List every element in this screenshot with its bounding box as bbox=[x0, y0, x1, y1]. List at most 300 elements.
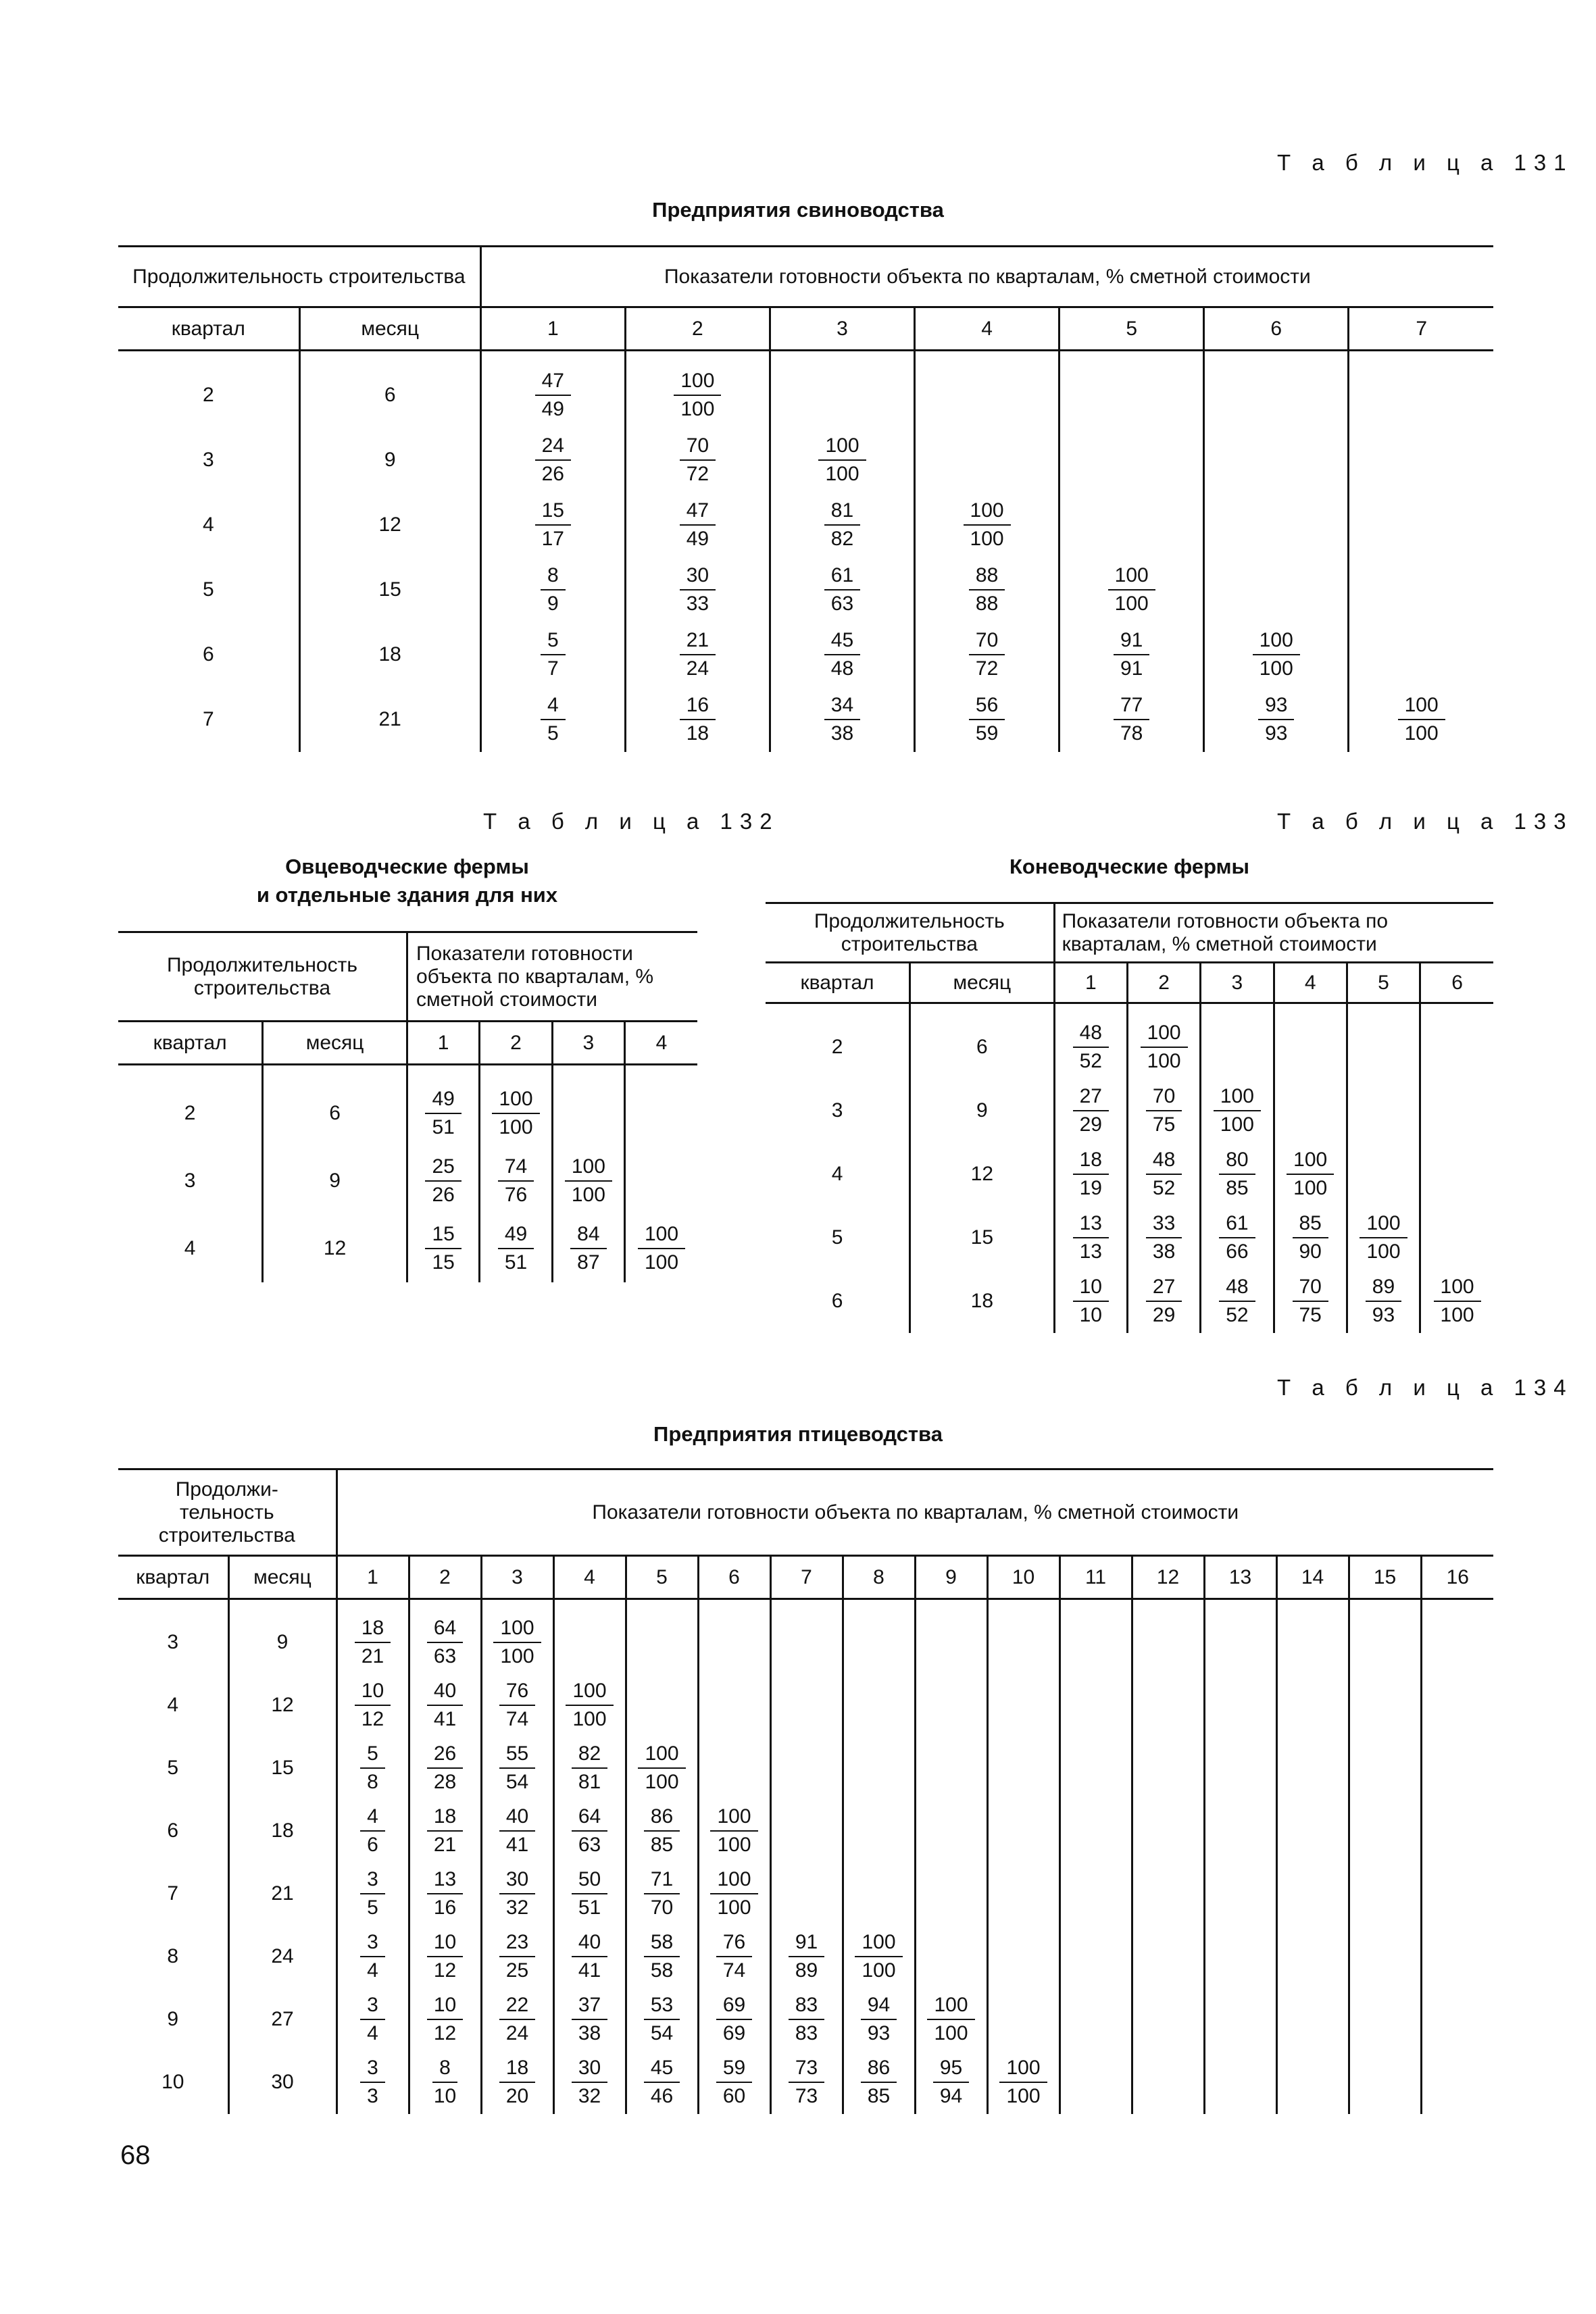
fraction bbox=[482, 1929, 553, 1984]
value-cell bbox=[481, 1800, 553, 1863]
quarter-cell: 10 bbox=[161, 2071, 184, 2093]
empty-cell bbox=[1349, 363, 1493, 428]
fraction bbox=[699, 1992, 770, 2047]
fraction bbox=[627, 2055, 697, 2110]
denominator: 100 bbox=[1293, 1176, 1328, 1199]
denominator: 26 bbox=[541, 462, 564, 485]
empty-cell bbox=[1349, 1737, 1421, 1800]
fraction bbox=[410, 1615, 480, 1670]
numerator: 10 bbox=[355, 1678, 391, 1706]
value-cell bbox=[770, 493, 914, 557]
fraction bbox=[1128, 1020, 1199, 1075]
numerator: 69 bbox=[716, 1992, 752, 2020]
empty-cell bbox=[843, 1800, 915, 1863]
empty-cell bbox=[553, 1611, 626, 1674]
value-cell bbox=[481, 1737, 553, 1800]
quarter-cell: 9 bbox=[167, 2008, 179, 2030]
col-header-9: 9 bbox=[915, 1556, 987, 1599]
value-cell bbox=[553, 1926, 626, 1988]
numerator: 100 bbox=[638, 1221, 685, 1249]
empty-cell bbox=[1349, 1863, 1421, 1926]
value-cell bbox=[336, 1800, 409, 1863]
table-row bbox=[118, 622, 1493, 687]
numerator: 30 bbox=[499, 1866, 535, 1894]
numerator: 100 bbox=[855, 1929, 902, 1957]
table-row bbox=[118, 1988, 1493, 2051]
table-row bbox=[118, 557, 1493, 622]
empty-cell bbox=[1349, 1800, 1421, 1863]
value-cell bbox=[770, 1926, 843, 1988]
numerator: 100 bbox=[1108, 562, 1155, 590]
fraction bbox=[482, 368, 624, 423]
fraction bbox=[772, 1992, 842, 2047]
fraction bbox=[480, 1221, 551, 1276]
denominator: 60 bbox=[722, 2085, 746, 2107]
denominator: 10 bbox=[433, 2085, 457, 2107]
numerator: 8 bbox=[541, 562, 566, 590]
empty-cell bbox=[915, 1674, 987, 1737]
empty-cell bbox=[1059, 1863, 1132, 1926]
header-indicators: Показатели готовности объекта по кварталам, % сметной стоимости bbox=[480, 247, 1493, 307]
denominator: 74 bbox=[722, 1959, 746, 1982]
table-134 bbox=[118, 1468, 1493, 2114]
denominator: 100 bbox=[934, 2022, 968, 2044]
table-row bbox=[118, 493, 1493, 557]
quarter-cell: 4 bbox=[184, 1236, 196, 1259]
empty-cell bbox=[987, 1737, 1059, 1800]
empty-cell bbox=[987, 1800, 1059, 1863]
value-cell bbox=[843, 1926, 915, 1988]
empty-cell bbox=[770, 363, 914, 428]
value-cell bbox=[480, 1080, 552, 1147]
denominator: 100 bbox=[717, 1834, 751, 1856]
empty-cell bbox=[770, 1800, 843, 1863]
denominator: 90 bbox=[1299, 1240, 1322, 1263]
denominator: 100 bbox=[1404, 722, 1439, 745]
empty-cell bbox=[1204, 1737, 1276, 1800]
fraction bbox=[553, 1221, 624, 1276]
value-cell bbox=[409, 1674, 481, 1737]
fraction bbox=[482, 692, 624, 747]
fraction bbox=[627, 1803, 697, 1859]
numerator: 84 bbox=[570, 1221, 606, 1249]
value-cell bbox=[1054, 1015, 1127, 1079]
col-header-5: 5 bbox=[1059, 307, 1204, 351]
month-cell: 21 bbox=[228, 1863, 336, 1926]
value-cell bbox=[480, 1147, 552, 1215]
col-header-6: 6 bbox=[1204, 307, 1349, 351]
denominator: 72 bbox=[686, 462, 709, 485]
denominator: 88 bbox=[975, 592, 999, 615]
value-cell bbox=[698, 1863, 770, 1926]
value-cell bbox=[1127, 1269, 1200, 1333]
numerator: 15 bbox=[535, 497, 571, 526]
value-cell bbox=[409, 1988, 481, 2051]
numerator: 80 bbox=[1219, 1147, 1255, 1175]
numerator: 21 bbox=[680, 627, 716, 655]
numerator: 47 bbox=[535, 368, 571, 396]
empty-cell bbox=[1132, 1863, 1204, 1926]
value-cell bbox=[1059, 557, 1204, 622]
value-cell bbox=[407, 1215, 479, 1282]
fraction bbox=[410, 2055, 480, 2110]
fraction bbox=[1275, 1274, 1346, 1329]
col-header-3: 3 bbox=[481, 1556, 553, 1599]
fraction bbox=[1275, 1147, 1346, 1202]
fraction bbox=[1055, 1274, 1126, 1329]
numerator: 71 bbox=[644, 1866, 680, 1894]
col-header-3: 3 bbox=[552, 1022, 624, 1065]
table-134-label: Т а б л и ц а 134 bbox=[1277, 1375, 1574, 1400]
numerator: 64 bbox=[427, 1615, 463, 1643]
denominator: 28 bbox=[433, 1771, 457, 1793]
col-header-13: 13 bbox=[1204, 1556, 1276, 1599]
denominator: 73 bbox=[795, 2085, 818, 2107]
quarter-cell: 7 bbox=[167, 1882, 179, 1905]
numerator: 24 bbox=[535, 432, 571, 461]
quarter-cell: 2 bbox=[202, 383, 214, 406]
denominator: 18 bbox=[686, 722, 709, 745]
quarter-cell: 4 bbox=[167, 1694, 179, 1716]
table-row bbox=[766, 1142, 1493, 1206]
empty-cell bbox=[1201, 1015, 1274, 1079]
fraction bbox=[626, 497, 769, 553]
numerator: 34 bbox=[824, 692, 860, 720]
empty-cell bbox=[770, 1674, 843, 1737]
value-cell bbox=[409, 1611, 481, 1674]
fraction bbox=[1348, 1274, 1419, 1329]
fraction bbox=[1201, 1274, 1272, 1329]
denominator: 41 bbox=[433, 1708, 457, 1730]
numerator: 50 bbox=[572, 1866, 607, 1894]
month-cell: 6 bbox=[263, 1080, 407, 1147]
denominator: 100 bbox=[572, 1708, 607, 1730]
quarter-cell: 6 bbox=[831, 1289, 843, 1312]
value-cell bbox=[553, 2051, 626, 2114]
fraction bbox=[1128, 1274, 1199, 1329]
quarter-cell: 5 bbox=[167, 1757, 179, 1779]
fraction bbox=[627, 1992, 697, 2047]
empty-cell bbox=[1276, 1926, 1349, 1988]
fraction bbox=[771, 562, 914, 618]
numerator: 26 bbox=[427, 1740, 463, 1769]
fraction bbox=[555, 1740, 625, 1796]
empty-cell bbox=[843, 1674, 915, 1737]
value-cell bbox=[409, 1926, 481, 1988]
value-cell bbox=[770, 2051, 843, 2114]
numerator: 93 bbox=[1258, 692, 1294, 720]
table-row bbox=[766, 1079, 1493, 1142]
empty-cell bbox=[1420, 1015, 1493, 1079]
month-cell: 12 bbox=[263, 1215, 407, 1282]
value-cell bbox=[1349, 687, 1493, 752]
numerator: 82 bbox=[572, 1740, 607, 1769]
denominator: 89 bbox=[795, 1959, 818, 1982]
value-cell bbox=[1127, 1079, 1200, 1142]
numerator: 70 bbox=[680, 432, 716, 461]
numerator: 70 bbox=[969, 627, 1005, 655]
denominator: 54 bbox=[650, 2022, 674, 2044]
header-indicators: Показатели готовности объекта по кварталам, % сметной стоимости bbox=[407, 932, 697, 1022]
value-cell bbox=[1204, 687, 1349, 752]
fraction bbox=[482, 1866, 553, 1921]
value-cell bbox=[770, 687, 914, 752]
denominator: 76 bbox=[504, 1183, 528, 1206]
empty-cell bbox=[1276, 1863, 1349, 1926]
month-cell: 12 bbox=[228, 1674, 336, 1737]
empty-cell bbox=[1349, 622, 1493, 687]
denominator: 17 bbox=[541, 527, 564, 550]
fraction bbox=[699, 1929, 770, 1984]
denominator: 100 bbox=[1366, 1240, 1401, 1263]
value-cell bbox=[480, 1215, 552, 1282]
fraction bbox=[1055, 1210, 1126, 1265]
numerator: 56 bbox=[969, 692, 1005, 720]
col-header-11: 11 bbox=[1059, 1556, 1132, 1599]
empty-cell bbox=[843, 1863, 915, 1926]
fraction bbox=[916, 1992, 987, 2047]
empty-cell bbox=[1059, 1926, 1132, 1988]
table-132-title-line2: и отдельные здания для них bbox=[256, 883, 558, 907]
fraction bbox=[338, 1803, 408, 1859]
value-cell bbox=[1204, 622, 1349, 687]
header-duration: Продолжительность строительства bbox=[118, 247, 480, 307]
denominator: 100 bbox=[680, 397, 715, 420]
fraction bbox=[627, 1866, 697, 1921]
empty-cell bbox=[1204, 1800, 1276, 1863]
fraction bbox=[989, 2055, 1059, 2110]
col-header-4: 4 bbox=[553, 1556, 626, 1599]
col-header-2: 2 bbox=[480, 1022, 552, 1065]
value-cell bbox=[552, 1215, 624, 1282]
numerator: 89 bbox=[1366, 1274, 1401, 1302]
empty-cell bbox=[1132, 1737, 1204, 1800]
empty-cell bbox=[1204, 493, 1349, 557]
numerator: 61 bbox=[1219, 1210, 1255, 1238]
value-cell bbox=[553, 1800, 626, 1863]
table-row bbox=[118, 1674, 1493, 1737]
numerator: 49 bbox=[498, 1221, 534, 1249]
denominator: 82 bbox=[830, 527, 854, 550]
denominator: 48 bbox=[830, 657, 854, 680]
numerator: 100 bbox=[1253, 627, 1300, 655]
empty-cell bbox=[1204, 1863, 1276, 1926]
denominator: 52 bbox=[1079, 1049, 1102, 1072]
denominator: 32 bbox=[505, 1896, 529, 1919]
empty-cell bbox=[1204, 557, 1349, 622]
denominator: 75 bbox=[1152, 1113, 1176, 1136]
col-header-2: 2 bbox=[409, 1556, 481, 1599]
numerator: 100 bbox=[1214, 1083, 1261, 1111]
numerator: 85 bbox=[1293, 1210, 1328, 1238]
numerator: 100 bbox=[710, 1803, 757, 1832]
numerator: 61 bbox=[824, 562, 860, 590]
empty-cell bbox=[1421, 1863, 1493, 1926]
denominator: 94 bbox=[939, 2085, 963, 2107]
value-cell bbox=[553, 1863, 626, 1926]
month-cell: 15 bbox=[228, 1737, 336, 1800]
value-cell bbox=[626, 1926, 698, 1988]
numerator: 40 bbox=[427, 1678, 463, 1706]
empty-cell bbox=[1204, 1926, 1276, 1988]
empty-cell bbox=[1059, 1674, 1132, 1737]
header-month: месяц bbox=[910, 963, 1055, 1003]
empty-cell bbox=[1421, 1926, 1493, 1988]
empty-cell bbox=[987, 1674, 1059, 1737]
numerator: 100 bbox=[1141, 1020, 1188, 1048]
numerator: 16 bbox=[680, 692, 716, 720]
month-cell: 9 bbox=[910, 1079, 1055, 1142]
value-cell bbox=[552, 1147, 624, 1215]
empty-cell bbox=[1132, 1674, 1204, 1737]
fraction bbox=[482, 497, 624, 553]
numerator: 22 bbox=[499, 1992, 535, 2020]
empty-cell bbox=[625, 1147, 697, 1215]
numerator: 13 bbox=[1073, 1210, 1109, 1238]
empty-cell bbox=[1349, 493, 1493, 557]
quarter-cell: 6 bbox=[202, 643, 214, 665]
spacer-row bbox=[118, 1599, 1493, 1611]
empty-cell bbox=[915, 1611, 987, 1674]
month-cell: 15 bbox=[910, 1206, 1055, 1269]
empty-cell bbox=[1421, 1674, 1493, 1737]
denominator: 59 bbox=[975, 722, 999, 745]
denominator: 51 bbox=[578, 1896, 601, 1919]
numerator: 81 bbox=[824, 497, 860, 526]
empty-cell bbox=[1059, 1800, 1132, 1863]
fraction bbox=[627, 1929, 697, 1984]
numerator: 30 bbox=[680, 562, 716, 590]
empty-cell bbox=[1421, 2051, 1493, 2114]
col-header-12: 12 bbox=[1132, 1556, 1204, 1599]
value-cell bbox=[553, 1674, 626, 1737]
fraction bbox=[916, 2055, 987, 2110]
fraction bbox=[1055, 1083, 1126, 1138]
fraction bbox=[408, 1221, 478, 1276]
fraction bbox=[410, 1929, 480, 1984]
numerator: 58 bbox=[644, 1929, 680, 1957]
table-134-title: Предприятия птицеводства bbox=[653, 1422, 943, 1446]
quarter-cell: 8 bbox=[167, 1945, 179, 1967]
denominator: 66 bbox=[1226, 1240, 1249, 1263]
table-row bbox=[118, 1147, 697, 1215]
empty-cell bbox=[1276, 1800, 1349, 1863]
value-cell bbox=[409, 2051, 481, 2114]
quarter-cell: 7 bbox=[202, 707, 214, 730]
numerator: 55 bbox=[499, 1740, 535, 1769]
empty-cell bbox=[1349, 1611, 1421, 1674]
table-133-title: Коневодческие фермы bbox=[1009, 855, 1250, 878]
numerator: 73 bbox=[789, 2055, 824, 2083]
fraction bbox=[553, 1153, 624, 1209]
col-header-1: 1 bbox=[480, 307, 625, 351]
value-cell bbox=[915, 687, 1059, 752]
fraction bbox=[482, 1615, 553, 1670]
denominator: 63 bbox=[830, 592, 854, 615]
empty-cell bbox=[1349, 1674, 1421, 1737]
numerator: 94 bbox=[861, 1992, 897, 2020]
denominator: 26 bbox=[432, 1183, 455, 1206]
quarter-cell: 3 bbox=[167, 1631, 179, 1653]
denominator: 74 bbox=[505, 1708, 529, 1730]
col-header-1: 1 bbox=[1054, 963, 1127, 1003]
value-cell bbox=[407, 1080, 479, 1147]
fraction bbox=[482, 562, 624, 618]
denominator: 100 bbox=[1147, 1049, 1181, 1072]
value-cell bbox=[1274, 1206, 1347, 1269]
numerator: 30 bbox=[572, 2055, 607, 2083]
value-cell bbox=[336, 1926, 409, 1988]
empty-cell bbox=[1421, 1611, 1493, 1674]
col-header-3: 3 bbox=[1201, 963, 1274, 1003]
numerator: 76 bbox=[716, 1929, 752, 1957]
denominator: 93 bbox=[1265, 722, 1288, 745]
numerator: 86 bbox=[861, 2055, 897, 2083]
value-cell bbox=[553, 1737, 626, 1800]
month-cell: 18 bbox=[228, 1800, 336, 1863]
table-131 bbox=[118, 245, 1493, 752]
numerator: 4 bbox=[360, 1803, 385, 1832]
value-cell bbox=[625, 1215, 697, 1282]
value-cell bbox=[1054, 1142, 1127, 1206]
value-cell bbox=[336, 1674, 409, 1737]
table-row bbox=[118, 2051, 1493, 2114]
quarter-cell: 3 bbox=[184, 1169, 196, 1192]
value-cell bbox=[625, 363, 770, 428]
month-cell: 15 bbox=[299, 557, 480, 622]
denominator: 25 bbox=[505, 1959, 529, 1982]
value-cell bbox=[626, 1988, 698, 2051]
empty-cell bbox=[1059, 493, 1204, 557]
numerator: 5 bbox=[541, 627, 566, 655]
col-header-8: 8 bbox=[843, 1556, 915, 1599]
denominator: 91 bbox=[1120, 657, 1143, 680]
value-cell bbox=[1201, 1269, 1274, 1333]
month-cell: 9 bbox=[228, 1611, 336, 1674]
empty-cell bbox=[1276, 2051, 1349, 2114]
empty-cell bbox=[1132, 2051, 1204, 2114]
denominator: 46 bbox=[650, 2085, 674, 2107]
table-row bbox=[118, 1215, 697, 1282]
numerator: 15 bbox=[425, 1221, 461, 1249]
col-header-5: 5 bbox=[626, 1556, 698, 1599]
empty-cell bbox=[1132, 1611, 1204, 1674]
empty-cell bbox=[987, 1926, 1059, 1988]
fraction bbox=[772, 2055, 842, 2110]
col-header-1: 1 bbox=[407, 1022, 479, 1065]
numerator: 18 bbox=[427, 1803, 463, 1832]
fraction bbox=[555, 2055, 625, 2110]
numerator: 83 bbox=[789, 1992, 824, 2020]
header-indicators: Показатели готовности объекта по кварталам, % сметной стоимости bbox=[1054, 903, 1493, 963]
table-row bbox=[766, 1015, 1493, 1079]
numerator: 100 bbox=[818, 432, 866, 461]
month-cell: 24 bbox=[228, 1926, 336, 1988]
table-row bbox=[118, 1080, 697, 1147]
fraction bbox=[844, 2055, 914, 2110]
fraction bbox=[410, 1678, 480, 1733]
empty-cell bbox=[987, 1611, 1059, 1674]
fraction bbox=[482, 2055, 553, 2110]
denominator: 16 bbox=[433, 1896, 457, 1919]
denominator: 4 bbox=[367, 2022, 378, 2044]
denominator: 93 bbox=[1372, 1303, 1395, 1326]
value-cell bbox=[1201, 1079, 1274, 1142]
denominator: 100 bbox=[862, 1959, 896, 1982]
empty-cell bbox=[1349, 1988, 1421, 2051]
empty-cell bbox=[1276, 1674, 1349, 1737]
denominator: 85 bbox=[867, 2085, 891, 2107]
